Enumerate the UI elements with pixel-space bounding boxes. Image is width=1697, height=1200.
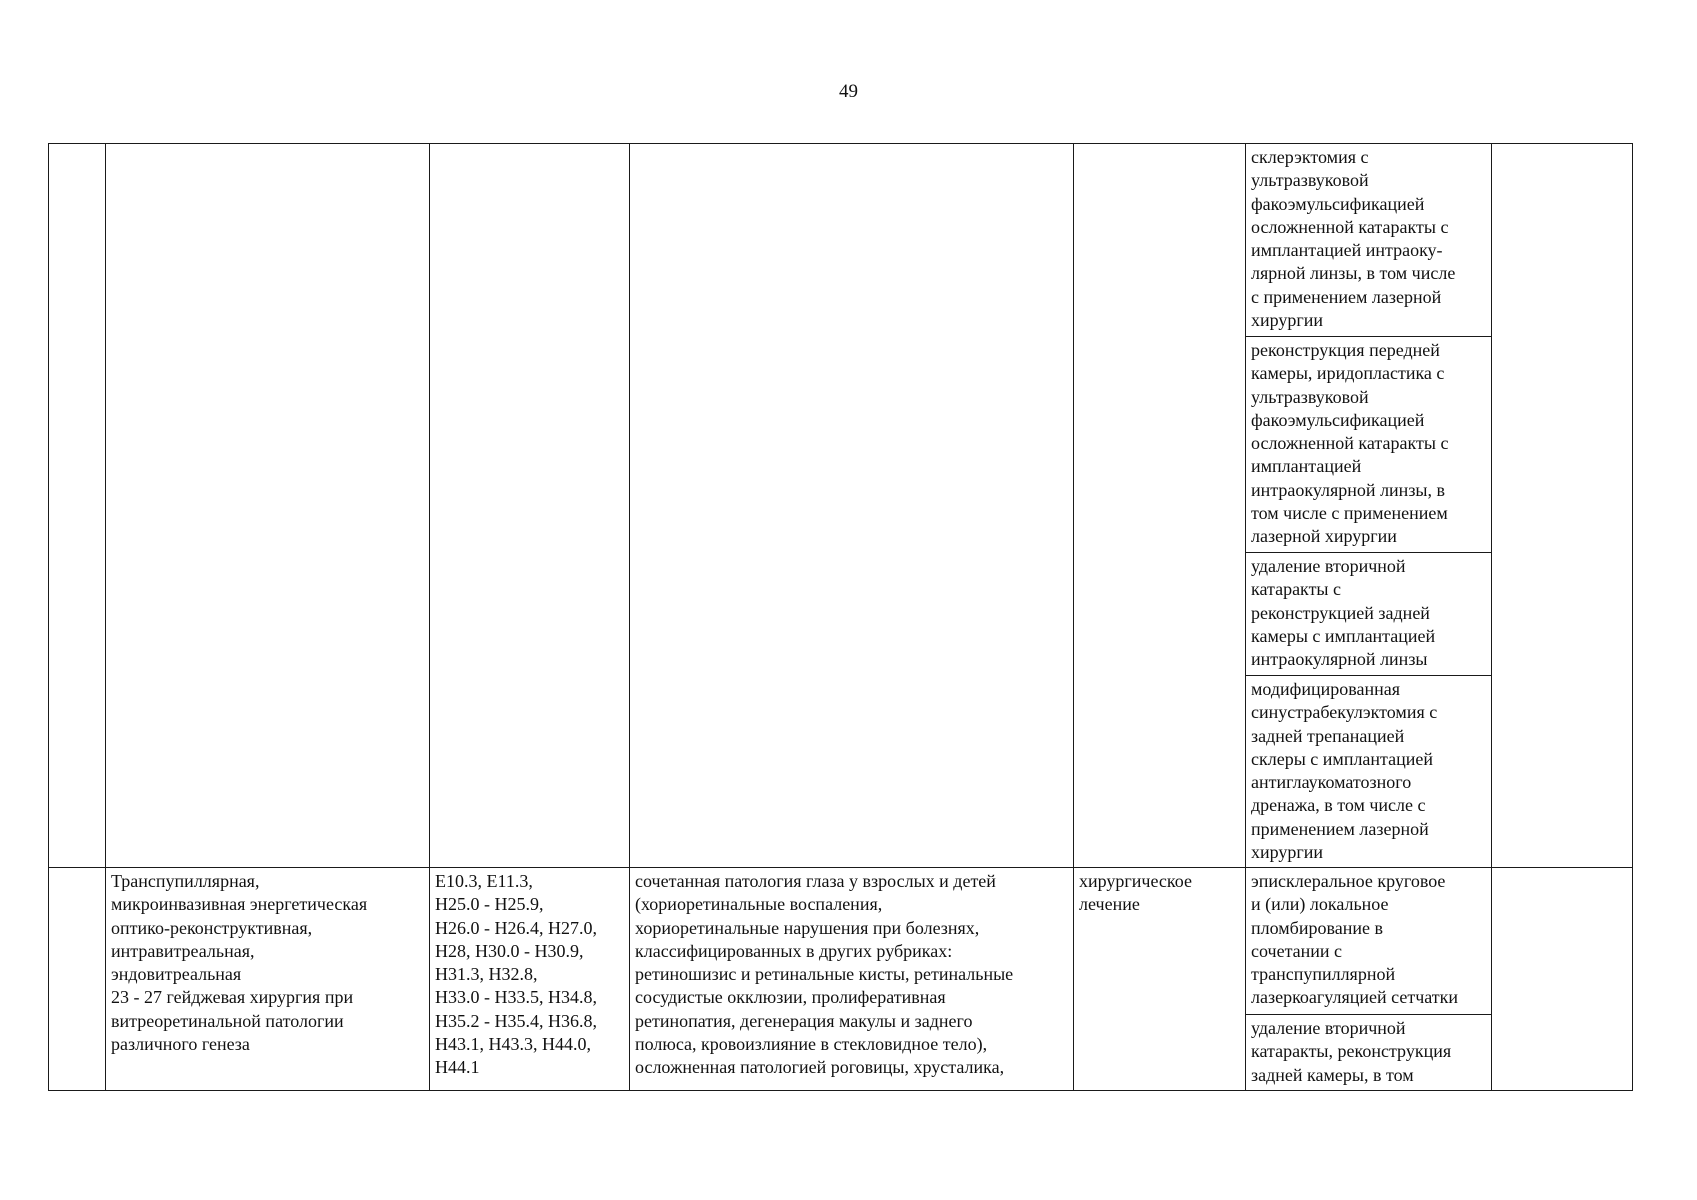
- profile-cell-empty: [106, 144, 430, 868]
- index-cell: [49, 144, 106, 868]
- method-cell: удаление вторичной катаракты, реконструкция задней камеры, в том: [1246, 1015, 1492, 1091]
- patient-model-cell: сочетанная патология глаза у взрослых и детей (хориоретинальные воспаления, хориоретинальные нарушения при болезнях, классифицированных в других рубриках: ретиношизис и ретинальные кисты, ретинальные сосудистые окклюзии, пролиферативная ретинопатия, дегенерация макулы и заднего полюса, кровоизлияние в стекловидное тело), осложненная патологией роговицы, хрусталика,: [630, 868, 1074, 1091]
- treatment-table: [48, 143, 1633, 1091]
- page-number: 49: [839, 81, 858, 102]
- method-cell: модифицированная синустрабекулэктомия с задней трепанацией склеры с имплантацией антиглаукоматозного дренажа, в том числе с применением лазерной хирургии: [1246, 676, 1492, 868]
- cost-cell-empty: [1492, 144, 1633, 868]
- method-cell: удаление вторичной катаракты с реконструкцией задней камеры с имплантацией интраокулярной линзы: [1246, 553, 1492, 676]
- codes-cell-empty: [430, 144, 630, 868]
- cost-cell-empty: [1492, 868, 1633, 1091]
- method-cell: склерэктомия с ультразвуковой факоэмульсификацией осложненной катаракты с имплантацией интраоку- лярной линзы, в том числе с применением лазерной хирургии: [1246, 144, 1492, 337]
- procedure-name-cell: Транспупиллярная, микроинвазивная энергетическая оптико-реконструктивная, интравитреальная, эндовитреальная 23 - 27 гейджевая хирургия при витреоретинальной патологии различного генеза: [106, 868, 430, 1091]
- icd-codes-cell: E10.3, E11.3, H25.0 - H25.9, H26.0 - H26.4, H27.0, H28, H30.0 - H30.9, H31.3, H32.8, H33.0 - H33.5, H34.8, H35.2 - H35.4, H36.8, H43.1, H43.3, H44.0, H44.1: [430, 868, 630, 1091]
- treatment-type-cell-empty: [1074, 144, 1246, 868]
- method-cell: эписклеральное круговое и (или) локальное пломбирование в сочетании с транспупиллярной лазеркоагуляцией сетчатки: [1246, 868, 1492, 1015]
- index-cell: [49, 868, 106, 1091]
- method-cell: реконструкция передней камеры, иридопластика с ультразвуковой факоэмульсификацией осложненной катаракты с имплантацией интраокулярной линзы, в том числе с применением лазерной хирургии: [1246, 337, 1492, 553]
- treatment-type-cell: хирургическое лечение: [1074, 868, 1246, 1091]
- model-cell-empty: [630, 144, 1074, 868]
